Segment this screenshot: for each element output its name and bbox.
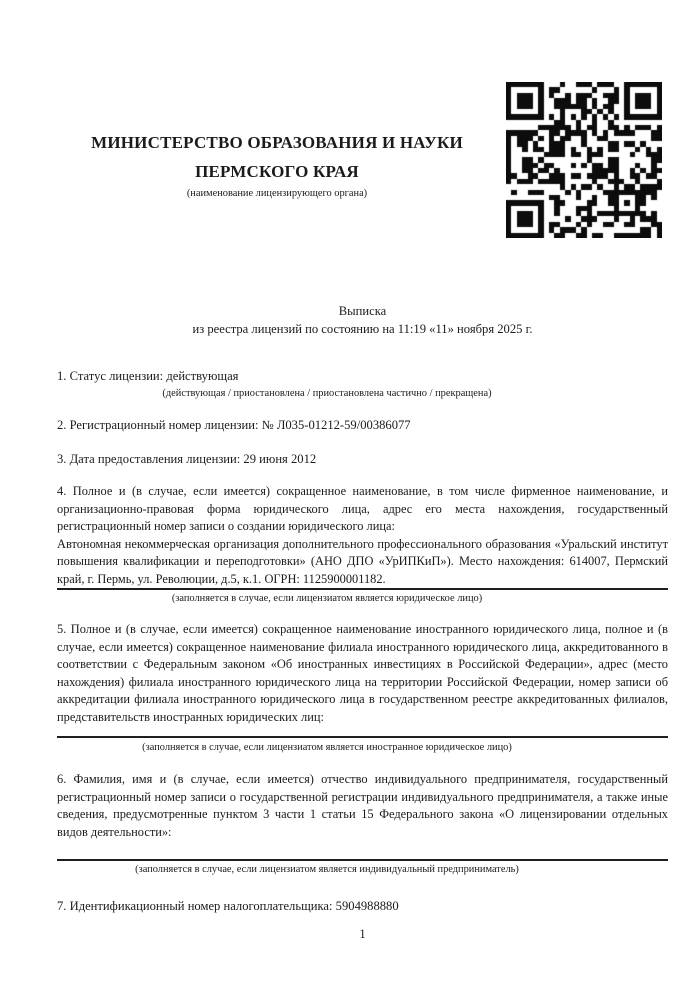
legal-entity-caption: (заполняется в случае, если лицензиатом является юридическое лицо)	[171, 593, 483, 604]
page-number: 1	[359, 927, 366, 941]
ministry-name-line2: ПЕРМСКОГО КРАЯ	[195, 162, 359, 181]
entrepreneur-underline	[57, 859, 668, 861]
license-date-line: 3. Дата предоставления лицензии: 29 июня 2012	[57, 452, 317, 466]
document-title-line2: из реестра лицензий по состоянию на 11:19 «11» ноября 2025 г.	[192, 322, 533, 336]
document-title	[57, 302, 668, 338]
license-status-caption: (действующая / приостановлена / приостановлена частично / прекращена)	[162, 388, 492, 399]
legal-entity-value: Автономная некоммерческая организация дополнительного профессионального образования «Уральский институт повышения квалификации и переподготовки» (АНО ДПО «УрИПКиП»). Место нахождения: 614007, Пермский край, г. Пермь, ул. Революции, д.5, к.1. ОГРН: 1125900001182.	[57, 536, 668, 586]
licensing-authority-header	[57, 128, 497, 200]
registration-number-line: 2. Регистрационный номер лицензии: № Л035-01212-59/00386077	[57, 418, 411, 432]
foreign-entity-caption: (заполняется в случае, если лицензиатом является иностранное юридическое лицо)	[142, 742, 512, 753]
qr-code-image	[506, 82, 662, 238]
entrepreneur-caption: (заполняется в случае, если лицензиатом является индивидуальный предприниматель)	[135, 864, 519, 875]
legal-entity-underline	[57, 588, 668, 590]
taxpayer-id-line: 7. Идентификационный номер налогоплательщика: 5904988880	[57, 899, 399, 913]
ministry-name-caption: (наименование лицензирующего органа)	[186, 188, 368, 199]
document-title-line1: Выписка	[338, 304, 387, 318]
entrepreneur-section: 6. Фамилия, имя и (в случае, если имеется) отчество индивидуального предпринимателя, государственный регистрационный номер записи о государственной регистрации индивидуального предпринимателя, а также иные сведения, предусмотренные пунктом 3 части 1 статьи 15 Федерального закона «О лицензировании отдельных видов деятельности»:	[57, 772, 668, 839]
license-status-line: 1. Статус лицензии: действующая	[57, 369, 239, 383]
ministry-name-line1: МИНИСТЕРСТВО ОБРАЗОВАНИЯ И НАУКИ	[91, 133, 463, 152]
legal-entity-section	[57, 483, 668, 588]
foreign-entity-section: 5. Полное и (в случае, если имеется) сокращенное наименование иностранного юридического лица, полное и (в случае, если имеется) сокращенное наименование филиала иностранного юридического лица, аккредитованного в соответствии с Федеральным законом «Об иностранных инвестициях в Российской Федерации», адрес (место нахождения) филиала иностранного юридического лица на территории Российской Федерации, номер записи об аккредитации филиала иностранного юридического лица в государственном реестре аккредитованных филиалов, представительств иностранных юридических лиц:	[57, 622, 668, 724]
foreign-entity-underline	[57, 736, 668, 738]
legal-entity-prompt: 4. Полное и (в случае, если имеется) сокращенное наименование, в том числе фирменное наименование, и организационно-правовая форма юридического лица, адрес его места нахождения, государственный регистрационный номер записи о создании юридического лица:	[57, 484, 668, 533]
qr-code	[506, 82, 662, 238]
